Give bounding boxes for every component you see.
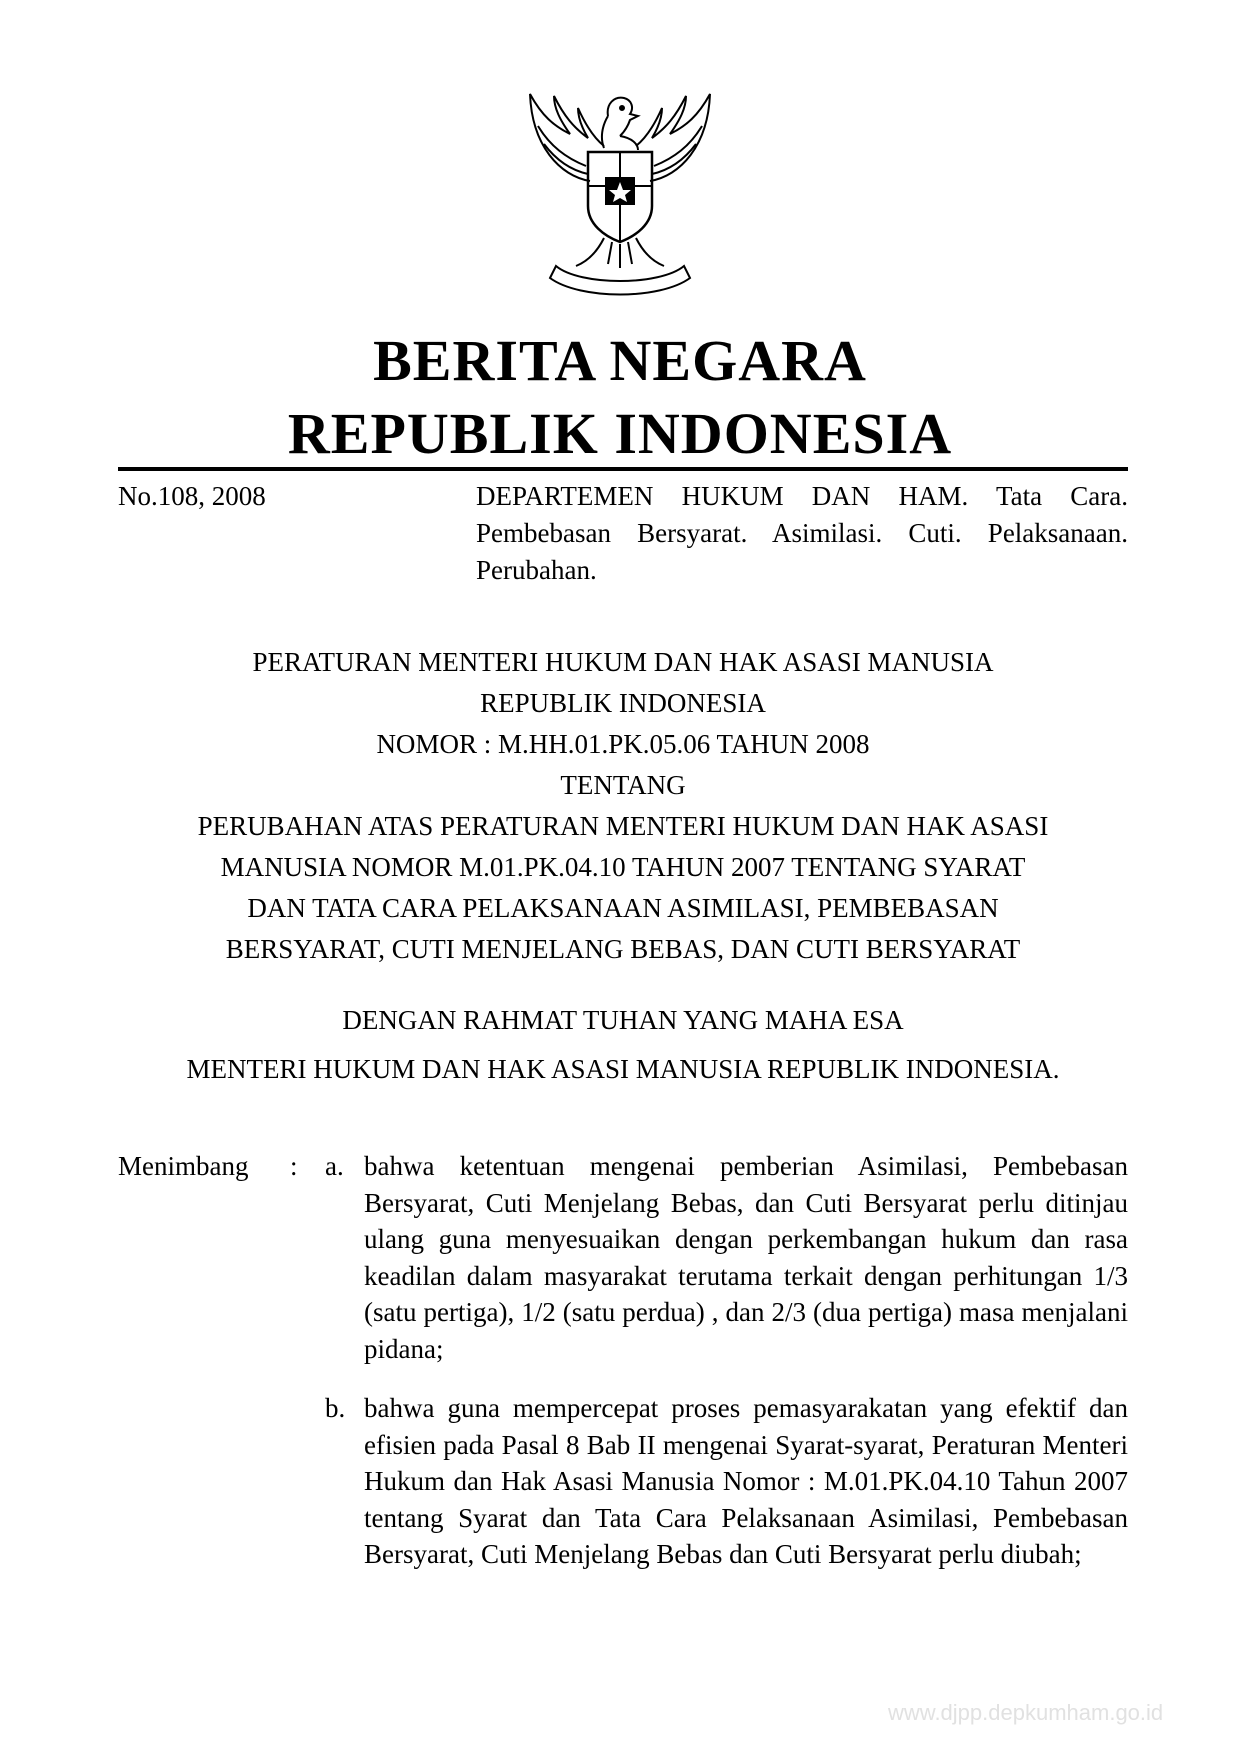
regulation-heading-line: NOMOR : M.HH.01.PK.05.06 TAHUN 2008 [376,729,870,759]
regulation-subject-line: BERSYARAT, CUTI MENJELANG BEBAS, DAN CUTI BERSYARAT [225,934,1021,964]
regulation-heading [118,642,1128,806]
header-divider [118,467,1128,471]
website-watermark: www.djpp.depkumham.go.id [888,1700,1164,1725]
consideration-text: bahwa guna mempercepat proses pemasyarakatan yang efektif dan efisien pada Pasal 8 Bab II mengenai Syarat-syarat, Peraturan Menteri Hukum dan Hak Asasi Manusia Nomor : M.01.PK.04.10 Tahun 2007 tentang Syarat dan Tata Cara Pelaksanaan Asimilasi, Pembebasan Bersyarat, Cuti Menjelang Bebas dan Cuti Bersyarat perlu diubah; [364,1393,1128,1569]
garuda-emblem [520,86,720,298]
consideration-marker: a. [325,1151,344,1181]
menimbang-colon: : [290,1151,298,1181]
regulation-subject-line: PERUBAHAN ATAS PERATURAN MENTERI HUKUM DAN HAK ASASI [197,811,1049,841]
gazette-title-line2: REPUBLIK INDONESIA [287,401,953,466]
regulation-subject-line: MANUSIA NOMOR M.01.PK.04.10 TAHUN 2007 TENTANG SYARAT [220,852,1026,882]
gazette-number: No.108, 2008 [118,481,266,511]
consideration-text: bahwa ketentuan mengenai pemberian Asimilasi, Pembebasan Bersyarat, Cuti Menjelang Bebas, dan Cuti Bersyarat perlu ditinjau ulang guna menyesuaikan dengan perkembangan hukum dan rasa keadilan dalam masyarakat terutama terkait dengan perhitungan 1/3 (satu pertiga), 1/2 (satu perdua) , dan 2/3 (dua pertiga) masa menjalani pidana; [364,1151,1128,1364]
gazette-title-line1: BERITA NEGARA [373,328,867,393]
minister-line: MENTERI HUKUM DAN HAK ASASI MANUSIA REPUBLIK INDONESIA. [186,1054,1060,1084]
consideration-marker: b. [325,1393,346,1423]
regulation-heading-line: PERATURAN MENTERI HUKUM DAN HAK ASASI MANUSIA [252,647,994,677]
regulation-subject [118,806,1128,970]
regulation-heading-line: TENTANG [560,770,686,800]
gazette-subject: DEPARTEMEN HUKUM DAN HAM. Tata Cara. Pembebasan Bersyarat. Asimilasi. Cuti. Pelaksanaan. Perubahan. [476,481,1128,585]
regulation-subject-line: DAN TATA CARA PELAKSANAAN ASIMILASI, PEMBEBASAN [247,893,999,923]
regulation-heading-line: REPUBLIK INDONESIA [480,688,766,718]
rahmat-line: DENGAN RAHMAT TUHAN YANG MAHA ESA [342,1005,904,1035]
menimbang-label: Menimbang [118,1151,249,1181]
